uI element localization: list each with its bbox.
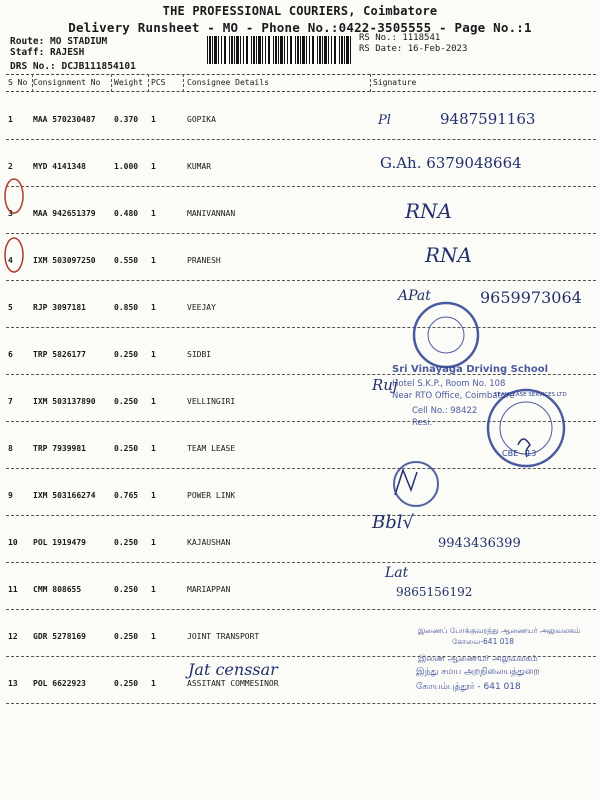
col-divider xyxy=(183,74,184,92)
barcode-bar xyxy=(290,36,292,64)
row-consignee: TEAM LEASE xyxy=(187,444,236,453)
row-pcs: 1 xyxy=(151,115,156,124)
table-row xyxy=(6,233,596,281)
row-consignee: ASSITANT COMMESINOR xyxy=(187,679,279,688)
rs-date: RS Date: 16-Feb-2023 xyxy=(359,44,468,54)
row-sno: 1 xyxy=(8,115,13,124)
document-title xyxy=(0,4,600,35)
row-pcs: 1 xyxy=(151,162,156,171)
staff: Staff: RAJESH xyxy=(10,47,85,58)
row-weight: 0.250 xyxy=(114,679,139,688)
barcode-bar xyxy=(273,36,274,64)
handwritten-note: RNA xyxy=(405,199,453,223)
table-row xyxy=(6,186,596,234)
stamp-text: CBE - 13 xyxy=(502,449,537,458)
barcode-bar xyxy=(207,36,208,64)
col-weight: Weight xyxy=(114,78,143,87)
barcode-bar xyxy=(297,36,299,64)
handwritten-phone: 9943436399 xyxy=(438,536,521,551)
row-sno: 11 xyxy=(8,585,18,594)
row-consignee: PRANESH xyxy=(187,256,221,265)
rs-number: RS No.: 1118541 xyxy=(359,33,441,43)
row-pcs: 1 xyxy=(151,303,156,312)
row-consignee: MANIVANNAN xyxy=(187,209,236,218)
drs-number: DRS No.: DCJB111854101 xyxy=(10,61,136,72)
row-weight: 0.250 xyxy=(114,538,139,547)
table-row xyxy=(6,562,596,610)
barcode-bar xyxy=(234,36,235,64)
barcode-bar xyxy=(334,36,336,64)
table-row xyxy=(6,92,596,140)
barcode-bar xyxy=(251,36,252,64)
table-header xyxy=(6,74,596,92)
barcode-bar xyxy=(350,36,351,64)
stamp-text: Cell No.: 98422 xyxy=(412,406,478,416)
row-consignee: KUMAR xyxy=(187,162,212,171)
table-row xyxy=(6,421,596,469)
col-consignee: Consignee Details xyxy=(187,78,269,87)
row-weight: 0.250 xyxy=(114,632,139,641)
row-pcs: 1 xyxy=(151,491,156,500)
barcode-bar xyxy=(328,36,329,64)
row-consignee: MARIAPPAN xyxy=(187,585,231,594)
barcode-bar xyxy=(287,36,288,64)
row-consignment: MAA 942651379 xyxy=(33,209,96,218)
barcode-bar xyxy=(319,36,321,64)
col-signature: Signature xyxy=(373,78,417,87)
stamp-text: Sri Vinayaga Driving School xyxy=(392,364,549,375)
row-consignment: IXM 503137890 xyxy=(33,397,96,406)
barcode-bar xyxy=(221,36,222,64)
barcode-bar xyxy=(312,36,314,64)
stamp-text: கோயம்புத்தூர் - 641 018 xyxy=(416,682,521,692)
row-pcs: 1 xyxy=(151,444,156,453)
row-weight: 0.250 xyxy=(114,397,139,406)
row-consignment: RJP 3097181 xyxy=(33,303,86,312)
barcode-bar xyxy=(339,36,340,64)
route-info xyxy=(10,36,136,72)
barcode-bar xyxy=(224,36,226,64)
barcode-bar xyxy=(284,36,285,64)
row-weight: 0.250 xyxy=(114,585,139,594)
row-consignee: VEEJAY xyxy=(187,303,216,312)
row-consignment: MAA 570230487 xyxy=(33,115,96,124)
col-pcs: PCS xyxy=(151,78,166,87)
barcode-bar xyxy=(218,36,219,64)
stamp-text: TEAMLEASE SERVICES LTD xyxy=(494,392,567,398)
row-consignee: SIDBI xyxy=(187,350,212,359)
barcode-bar xyxy=(302,36,305,64)
row-weight: 1.000 xyxy=(114,162,139,171)
barcode-bar xyxy=(209,36,211,64)
table-row xyxy=(6,468,596,516)
signature-scribble: Ruj xyxy=(372,376,398,394)
signature-scribble: Pl xyxy=(378,113,391,128)
col-divider xyxy=(370,74,371,92)
barcode-bar xyxy=(246,36,248,64)
row-pcs: 1 xyxy=(151,350,156,359)
row-sno: 9 xyxy=(8,491,13,500)
row-sno: 12 xyxy=(8,632,18,641)
barcode-bar xyxy=(214,36,217,64)
table-row xyxy=(6,374,596,422)
barcode-bar xyxy=(243,36,244,64)
barcode-bar xyxy=(240,36,241,64)
row-pcs: 1 xyxy=(151,632,156,641)
barcode-bar xyxy=(341,36,343,64)
handwritten-phone: 9487591163 xyxy=(440,110,536,128)
barcode-bar xyxy=(265,36,266,64)
barcode-bar xyxy=(295,36,296,64)
handwritten-signature: G.Ah. 6379048664 xyxy=(380,154,522,172)
col-divider xyxy=(32,74,33,92)
barcode-bar xyxy=(258,36,261,64)
barcode-bar xyxy=(306,36,307,64)
table-row xyxy=(6,280,596,328)
row-weight: 0.250 xyxy=(114,444,139,453)
row-sno: 2 xyxy=(8,162,13,171)
row-consignee: JOINT TRANSPORT xyxy=(187,632,260,641)
barcode-bar xyxy=(346,36,349,64)
row-consignment: TRP 5826177 xyxy=(33,350,86,359)
barcode-bar xyxy=(268,36,270,64)
col-divider xyxy=(148,74,149,92)
signature-scribble: Bbl√ xyxy=(372,512,414,533)
stamp-text: Resi. xyxy=(412,418,433,428)
table-row xyxy=(6,327,596,375)
row-pcs: 1 xyxy=(151,209,156,218)
barcode-bar xyxy=(331,36,332,64)
row-sno: 4 xyxy=(8,256,13,265)
row-weight: 0.550 xyxy=(114,256,139,265)
route: Route: MO STADIUM xyxy=(10,36,108,47)
stamp-text: இந்து சமய அறநிலையத்துறை xyxy=(416,667,540,677)
row-sno: 7 xyxy=(8,397,13,406)
col-sno: S No xyxy=(8,78,28,87)
row-consignment: IXM 503166274 xyxy=(33,491,96,500)
table-row xyxy=(6,609,596,657)
barcode-bar xyxy=(309,36,310,64)
barcode-bar xyxy=(317,36,318,64)
row-sno: 8 xyxy=(8,444,13,453)
barcode-bar xyxy=(322,36,323,64)
barcode-bar xyxy=(231,36,233,64)
row-consignment: IXM 503097250 xyxy=(33,256,96,265)
barcode-bar xyxy=(256,36,257,64)
row-consignment: POL 1919479 xyxy=(33,538,86,547)
row-weight: 0.850 xyxy=(114,303,139,312)
row-weight: 0.765 xyxy=(114,491,139,500)
row-sno: 13 xyxy=(8,679,18,688)
barcode-bar xyxy=(275,36,277,64)
row-consignee: GOPIKA xyxy=(187,115,216,124)
row-consignment: CMM 808655 xyxy=(33,585,82,594)
handwritten-phone: 9659973064 xyxy=(480,288,582,307)
row-consignment: MYD 4141348 xyxy=(33,162,86,171)
handwritten-note: RNA xyxy=(425,243,473,267)
row-consignment: TRP 7939981 xyxy=(33,444,86,453)
barcode-bar xyxy=(278,36,279,64)
row-sno: 3 xyxy=(8,209,13,218)
row-weight: 0.480 xyxy=(114,209,139,218)
barcode-bar xyxy=(300,36,301,64)
row-sno: 5 xyxy=(8,303,13,312)
stamp-text: இணை ஆணையர் அலுவலகம் xyxy=(418,654,538,664)
stamp-text: Near RTO Office, Coimbatore xyxy=(392,391,515,401)
company-name: THE PROFESSIONAL COURIERS, Coimbatore xyxy=(162,4,438,18)
col-consignment: Consignment No xyxy=(33,78,101,87)
col-divider xyxy=(111,74,112,92)
barcode-bar xyxy=(253,36,255,64)
barcode-bar xyxy=(280,36,283,64)
barcode xyxy=(207,36,351,64)
row-pcs: 1 xyxy=(151,256,156,265)
row-pcs: 1 xyxy=(151,585,156,594)
stamp-text: Hotel S.K.P., Room No. 108 xyxy=(392,379,506,389)
barcode-bar xyxy=(262,36,263,64)
handwritten-phone: 9865156192 xyxy=(396,585,473,599)
rs-info xyxy=(359,33,467,55)
table-row xyxy=(6,515,596,563)
barcode-bar xyxy=(212,36,213,64)
handwritten-signature: Jat censsar xyxy=(188,660,278,679)
barcode-bar xyxy=(236,36,239,64)
runsheet-subtitle: Delivery Runsheet - MO - Phone No.:0422-3505555 - Page No.:1 xyxy=(68,20,532,35)
row-consignee: POWER LINK xyxy=(187,491,236,500)
barcode-bar xyxy=(229,36,230,64)
row-pcs: 1 xyxy=(151,679,156,688)
row-consignee: KAJAUSHAN xyxy=(187,538,231,547)
row-weight: 0.370 xyxy=(114,115,139,124)
barcode-bar xyxy=(324,36,327,64)
row-consignment: GDR 5278169 xyxy=(33,632,86,641)
row-weight: 0.250 xyxy=(114,350,139,359)
table-row xyxy=(6,656,596,704)
row-pcs: 1 xyxy=(151,538,156,547)
row-sno: 6 xyxy=(8,350,13,359)
row-consignment: POL 6622923 xyxy=(33,679,86,688)
signature-scribble: Lat xyxy=(385,565,409,581)
table-row xyxy=(6,139,596,187)
barcode-bar xyxy=(344,36,345,64)
stamp-text: இணைப் போக்குவரத்து ஆணையர் அலுவலகம் xyxy=(418,626,581,635)
row-pcs: 1 xyxy=(151,397,156,406)
row-sno: 10 xyxy=(8,538,18,547)
signature-scribble: APat xyxy=(398,288,431,304)
row-consignee: VELLINGIRI xyxy=(187,397,236,406)
stamp-text: கோவை-641 018 xyxy=(452,637,515,646)
